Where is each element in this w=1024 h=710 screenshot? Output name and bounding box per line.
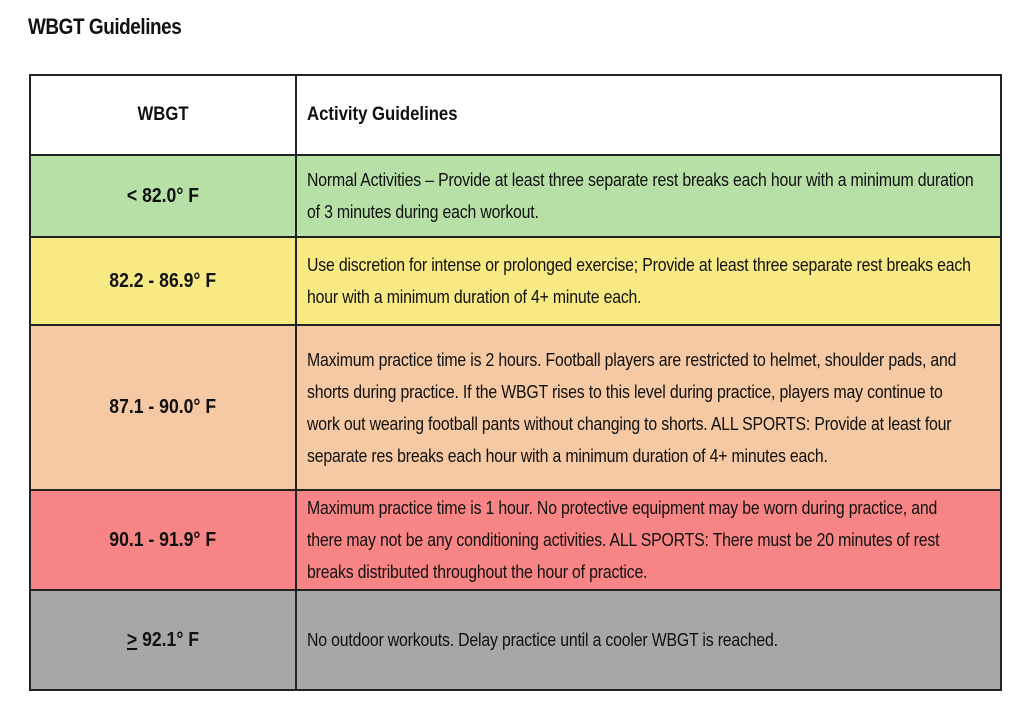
guideline-text: Maximum practice time is 2 hours. Football players are restricted to helmet, shoulder pads, and shorts during practice. If the WBGT rises to this level during practice, players may continue to work out wearing football pants without changing to shorts. ALL SPORTS: Provide at least four separate res breaks each hour with a minimum duration of 4+ minutes each. (307, 348, 957, 466)
wbgt-range-cell (30, 590, 296, 690)
guideline-cell (296, 590, 1001, 690)
wbgt-guidelines-table (29, 74, 1002, 691)
guideline-text: Use discretion for intense or prolonged exercise; Provide at least three separate rest breaks each hour with a minimum duration of 4+ minute each. (307, 254, 971, 307)
table-row (30, 325, 1001, 490)
header-activity (296, 75, 1001, 155)
table-header-row (30, 75, 1001, 155)
wbgt-range: 87.1 - 90.0° F (109, 396, 217, 418)
table-row (30, 237, 1001, 325)
header-activity-label: Activity Guidelines (307, 104, 458, 125)
table-row (30, 590, 1001, 690)
guideline-text: No outdoor workouts. Delay practice until a cooler WBGT is reached. (307, 629, 778, 650)
wbgt-range-value: 92.1° F (137, 628, 200, 651)
wbgt-range: 90.1 - 91.9° F (109, 528, 217, 551)
wbgt-range: 82.2 - 86.9° F (109, 269, 217, 292)
guideline-cell (296, 237, 1001, 325)
guideline-cell (296, 325, 1001, 490)
page-title: WBGT Guidelines (28, 14, 182, 39)
wbgt-range-cell (30, 237, 296, 325)
header-wbgt (30, 75, 296, 155)
guideline-cell (296, 490, 1001, 590)
wbgt-range: < 82.0° F (126, 184, 200, 207)
guideline-cell (296, 155, 1001, 237)
wbgt-range (127, 629, 199, 652)
header-wbgt-label: WBGT (137, 104, 189, 125)
wbgt-range-cell (30, 490, 296, 590)
guideline-text: Maximum practice time is 1 hour. No protective equipment may be worn during practice, and there may not be any conditioning activities. ALL SPORTS: There must be 20 minutes of rest breaks distributed throughout the hour of practice. (307, 497, 940, 582)
guideline-text: Normal Activities – Provide at least three separate rest breaks each hour with a minimum duration of 3 minutes during each workout. (307, 169, 974, 222)
wbgt-range-cell (30, 155, 296, 237)
wbgt-range-cell (30, 325, 296, 490)
table-row (30, 155, 1001, 237)
greater-equal-symbol: > (126, 628, 138, 651)
table-row (30, 490, 1001, 590)
